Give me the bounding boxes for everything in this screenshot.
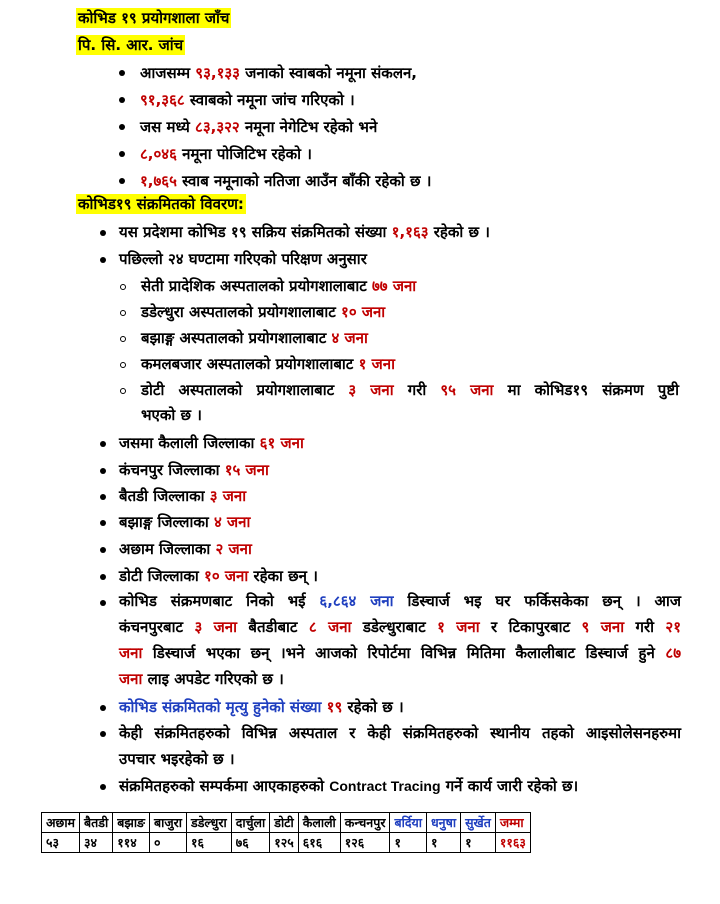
text-segment: ३ जना	[194, 618, 238, 636]
discharge-text	[119, 617, 681, 637]
text-segment: ३ जना	[209, 487, 247, 505]
text-segment: अछाम जिल्लाका	[119, 540, 216, 558]
sub-bullet-icon	[120, 284, 126, 290]
table-cell: १	[390, 833, 427, 853]
text-segment: ४ जना	[331, 329, 368, 347]
bullet-icon	[119, 178, 125, 184]
table-header-cell: अछाम	[42, 813, 80, 833]
text-segment: बझाङ्ग जिल्लाका	[119, 513, 214, 531]
text-segment: संक्रमितहरुको सम्पर्कमा आएकाहरुको	[119, 777, 330, 795]
text-segment: १० जना	[341, 303, 386, 321]
bullet-icon	[100, 257, 106, 263]
lab-result	[141, 380, 679, 400]
text-segment: यस प्रदेशमा कोभिड १९ सक्रिय संक्रमितको संख्या	[119, 223, 392, 241]
bullet-icon	[119, 70, 125, 76]
district-count	[119, 539, 252, 559]
isolation-text: केही संक्रमितहरुको विभिन्न अस्पताल र केही संक्रमितहरुको स्थानीय तहको आइसोलेसनहरुमा	[119, 724, 681, 742]
bullet-icon	[100, 600, 106, 606]
text-segment: कंचनपुरबाट	[119, 618, 195, 636]
text-segment: रहेको छ ।	[428, 223, 490, 241]
last-24-hours-text: पछिल्लो २४ घण्टामा गरिएको परिक्षण अनुसार	[119, 250, 367, 268]
bullet-icon	[100, 731, 106, 737]
table-cell: १२६	[340, 833, 390, 853]
text-segment: ७७ जना	[372, 277, 417, 295]
text-segment: ९१,३६८	[140, 91, 185, 109]
sub-bullet-icon	[120, 388, 126, 394]
text-segment: गर्ने कार्य जारी रहेको छ।	[440, 777, 579, 795]
table-cell: १६	[187, 833, 232, 853]
heading-pcr: पि. सि. आर. जांच	[78, 36, 184, 54]
text-segment: ८,०४६	[140, 145, 177, 163]
lab-result-continued: भएको छ ।	[141, 406, 202, 424]
text-segment: बैतडीबाट	[237, 618, 309, 636]
text-segment: नमूना पोजिटिभ रहेको ।	[176, 145, 312, 163]
text-segment: १ जना	[358, 355, 395, 373]
discharge-text	[119, 591, 681, 611]
text-segment: ९ जना	[581, 618, 625, 636]
text-segment: आजसम्म	[140, 64, 196, 82]
table-cell: ६१६	[298, 833, 340, 853]
bullet-icon	[100, 230, 106, 236]
table-header-cell: डडेल्धुरा	[187, 813, 232, 833]
text-segment: सेती प्रादेशिक अस्पतालको प्रयोगशालाबाट	[141, 277, 372, 295]
table-cell: ११४	[113, 833, 150, 853]
text-segment: नमूना नेगेटिभ रहेको भने	[239, 118, 378, 136]
text-segment: ९५ जना	[440, 381, 494, 399]
text-segment: डिस्चार्ज भइ घर फर्किसकेका छन् । आज	[393, 592, 681, 610]
lab-result	[141, 302, 385, 322]
text-segment: कोभिड संक्रमितको मृत्यु हुनेको संख्या	[119, 698, 327, 716]
text-segment: मा कोभिड१९ संक्रमण पुष्टी	[493, 381, 679, 399]
lab-result	[141, 276, 416, 296]
latin-text-segment: Contract Tracing	[329, 778, 441, 794]
table-cell: ३४	[80, 833, 113, 853]
text-segment: ६,८६४ जना	[319, 592, 394, 610]
text-segment: डोटी अस्पतालको प्रयोगशालाबाट	[141, 381, 349, 399]
text-segment: १९	[326, 698, 343, 716]
district-count	[119, 566, 318, 586]
discharge-text	[119, 643, 681, 663]
text-segment: १,१६३	[391, 223, 429, 241]
district-cases-table	[41, 812, 531, 853]
text-segment: रहेका छन् ।	[248, 567, 318, 585]
text-segment: ८ जना	[308, 618, 352, 636]
text-segment: र टिकापुरबाट	[479, 618, 582, 636]
table-cell: १	[426, 833, 460, 853]
text-segment: गरी	[393, 381, 441, 399]
bullet-icon	[119, 97, 125, 103]
bullet-icon	[100, 547, 106, 553]
sub-bullet-icon	[120, 336, 126, 342]
lab-result	[141, 328, 368, 348]
bullet-icon	[100, 468, 106, 474]
heading-infected-details: कोभिड१९ संक्रमितको विवरण:	[78, 195, 244, 213]
bullet-icon	[119, 124, 125, 130]
table-row	[42, 833, 531, 853]
district-count	[119, 512, 250, 532]
text-segment: २ जना	[215, 540, 252, 558]
table-header-cell: धनुषा	[426, 813, 460, 833]
deaths-text	[119, 697, 404, 717]
pcr-item	[140, 90, 355, 110]
text-segment: कंचनपुर जिल्लाका	[119, 461, 225, 479]
text-segment: जस मध्ये	[140, 118, 196, 136]
text-segment: डडेल्धुराबाट	[351, 618, 438, 636]
bullet-icon	[100, 784, 106, 790]
text-segment: १५ जना	[224, 461, 269, 479]
bullet-icon	[119, 151, 125, 157]
pcr-item	[140, 63, 417, 83]
text-segment: जनाको स्वाबको नमूना संकलन,	[239, 64, 418, 82]
district-count	[119, 486, 246, 506]
contact-tracing-text	[119, 776, 578, 796]
text-segment: डोटी जिल्लाका	[119, 567, 205, 585]
text-segment: बैतडी जिल्लाका	[119, 487, 210, 505]
table-cell: ७६	[231, 833, 270, 853]
table-header-cell: दार्चुला	[231, 813, 270, 833]
text-segment: ९३,१३३	[195, 64, 240, 82]
text-segment: २१	[665, 618, 681, 636]
text-segment: ४ जना	[213, 513, 251, 531]
table-header-cell: सुर्खेत	[461, 813, 496, 833]
bullet-icon	[100, 574, 106, 580]
text-segment: लाइ अपडेट गरिएको छ ।	[142, 670, 284, 688]
text-segment: ८७	[665, 644, 681, 662]
text-segment: ३ जना	[348, 381, 394, 399]
lab-result	[141, 354, 395, 374]
text-segment: कोभिड संक्रमणबाट निको भई	[119, 592, 320, 610]
text-segment: जना	[119, 670, 143, 688]
text-segment: जसमा कैलाली जिल्लाका	[119, 434, 260, 452]
sub-bullet-icon	[120, 362, 126, 368]
text-segment: १ जना	[437, 618, 480, 636]
pcr-item	[140, 117, 377, 137]
table-cell: ५३	[42, 833, 80, 853]
pcr-item	[140, 144, 312, 164]
district-count	[119, 460, 269, 480]
text-segment: गरी	[624, 618, 666, 636]
table-header-cell: बझाङ	[113, 813, 150, 833]
pcr-item	[140, 171, 431, 191]
text-segment: रहेको छ ।	[342, 698, 404, 716]
bullet-icon	[100, 520, 106, 526]
heading-lab-tests: कोभिड १९ प्रयोगशाला जाँच	[78, 9, 230, 27]
table-header-cell: बैतडी	[80, 813, 113, 833]
table-cell: ११६३	[495, 833, 530, 853]
bullet-icon	[100, 441, 106, 447]
active-cases-text	[119, 222, 490, 242]
text-segment: १,७६५	[140, 172, 177, 190]
table-header-row	[42, 813, 531, 833]
text-segment: जना	[119, 644, 143, 662]
table-header-cell: कैलाली	[298, 813, 340, 833]
text-segment: स्वाब नमूनाको नतिजा आउँन बाँकी रहेको छ ।	[176, 172, 432, 190]
table-cell: १२५	[270, 833, 299, 853]
text-segment: ६१ जना	[259, 434, 304, 452]
text-segment: ८३,३२२	[195, 118, 240, 136]
table-header-cell: डोटी	[270, 813, 299, 833]
text-segment: कमलबजार अस्पतालको प्रयोगशालाबाट	[141, 355, 359, 373]
table-header-cell: जम्मा	[495, 813, 530, 833]
discharge-text	[119, 669, 284, 689]
table-header-cell: बाजुरा	[150, 813, 187, 833]
table-header-cell: कन्चनपुर	[340, 813, 390, 833]
isolation-text: उपचार भइरहेको छ ।	[119, 750, 235, 768]
text-segment: डिस्चार्ज भएका छन् ।भने आजको रिपोर्टमा विभिन्न मितिमा कैलालीबाट डिस्चार्ज हुने	[142, 644, 666, 662]
district-count	[119, 433, 304, 453]
bullet-icon	[100, 494, 106, 500]
text-segment: स्वाबको नमूना जांच गरिएको ।	[184, 91, 355, 109]
bullet-icon	[100, 705, 106, 711]
text-segment: डडेल्धुरा अस्पतालको प्रयोगशालाबाट	[141, 303, 342, 321]
table-header-cell: बर्दिया	[390, 813, 427, 833]
table-cell: ०	[150, 833, 187, 853]
table-cell: १	[461, 833, 496, 853]
text-segment: १० जना	[204, 567, 249, 585]
sub-bullet-icon	[120, 310, 126, 316]
text-segment: बझाङ्ग अस्पतालको प्रयोगशालाबाट	[141, 329, 332, 347]
